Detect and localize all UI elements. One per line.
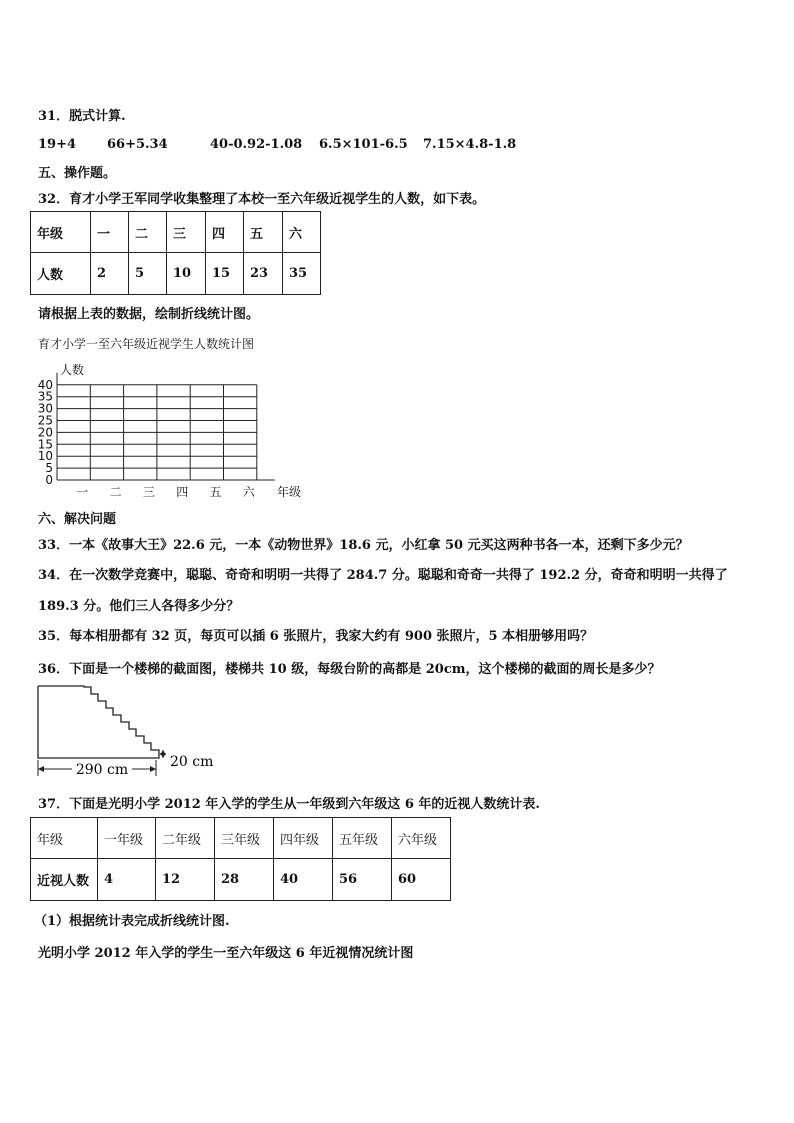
q32-count-cell: 10 [167,253,206,295]
q32-grade-cell: 一 [91,212,129,253]
chart-y-tick-label: 40 [37,377,53,392]
q37-count-cell: 60 [392,859,451,901]
section-6-heading: 六、解决问题 [38,512,117,527]
q31-expr-1: 19+4 [38,137,77,152]
q37-count-cell: 12 [156,859,215,901]
q31-expr-2: 66+5.34 [107,137,168,152]
q32-instruction: 请根据上表的数据，绘制折线统计图。 [38,307,260,322]
q32-count-cell: 35 [283,253,321,295]
stairs-outline [38,686,159,758]
chart-x-tick-label: 一 [76,485,89,499]
q37-row2-label: 近视人数 [31,859,98,901]
arrow-right-icon [150,766,156,772]
chart-y-tick-label: 15 [37,437,53,452]
chart-y-tick-label: 5 [45,461,53,476]
chart-x-tick-label: 六 [242,485,255,499]
q34-text-line1: 34．在一次数学竞赛中，聪聪、奇奇和明明一共得了 284.7 分。聪聪和奇奇一共得了 192.2 分，奇奇和明明一共得了 [38,568,728,583]
stairs-width-label: 290 cm [75,762,129,778]
chart-x-tick-label: 二 [109,485,122,499]
q31-expr-5: 7.15×4.8-1.8 [423,137,517,152]
section-5-heading: 五、操作题。 [38,166,117,181]
chart-y-tick-label: 30 [37,401,53,416]
q32-table [30,211,321,295]
q32-count-cell: 5 [129,253,167,295]
q32-chart-title: 育才小学一至六年级近视学生人数统计图 [38,337,255,351]
q37-row1-label: 年级 [31,818,98,859]
q32-grade-cell: 二 [129,212,167,253]
q32-line-chart[interactable] [30,358,320,503]
q33-text: 33．一本《故事大王》22.6 元，一本《动物世界》18.6 元，小红拿 50 元买这两种书各一本，还剩下多少元？ [38,538,689,553]
chart-x-tick-label: 五 [209,485,222,499]
chart-x-tick-label: 三 [142,485,155,499]
stairs-figure [32,682,222,782]
q32-grade-cell: 三 [167,212,206,253]
q32-count-cell: 2 [91,253,129,295]
q32-grade-cell: 五 [244,212,283,253]
q34-text-line2: 189.3 分。他们三人各得多少分？ [38,599,240,614]
q37-count-cell: 56 [333,859,392,901]
q36-text: 36．下面是一个楼梯的截面图，楼梯共 10 级，每级台阶的高都是 20cm，这个楼梯的截面的周长是多少？ [38,662,661,677]
chart-y-tick-label: 35 [37,389,53,404]
q32-count-cell: 23 [244,253,283,295]
q31-title: 31．脱式计算. [38,109,126,124]
q32-count-cell: 15 [206,253,244,295]
q31-expr-4: 6.5×101-6.5 [319,137,408,152]
chart-x-tick-label: 四 [176,485,189,499]
q37-grade-cell: 六年级 [392,818,451,859]
q35-text: 35．每本相册都有 32 页，每页可以插 6 张照片，我家大约有 900 张照片，5 本相册够用吗？ [38,629,594,644]
q32-row2-label: 人数 [31,253,91,295]
arrow-left-icon [38,766,44,772]
q37-title: 37．下面是光明小学 2012 年入学的学生从一年级到六年级这 6 年的近视人数统计表. [38,797,540,812]
q32-row1-label: 年级 [31,212,91,253]
q37-grade-cell: 三年级 [215,818,274,859]
q37-count-cell: 40 [274,859,333,901]
q31-expr-3: 40-0.92-1.08 [210,137,303,152]
chart-y-tick-label: 0 [45,473,53,487]
q37-table [30,817,451,901]
q37-grade-cell: 四年级 [274,818,333,859]
q37-sub1: （1）根据统计表完成折线统计图. [34,914,230,929]
chart-y-tick-label: 20 [37,425,53,440]
chart-y-axis-label: 人数 [60,363,85,377]
chart-y-tick-label: 25 [37,413,53,428]
q37-chart-title: 光明小学 2012 年入学的学生一至六年级这 6 年近视情况统计图 [38,946,414,961]
q37-grade-cell: 五年级 [333,818,392,859]
chart-x-axis-label: 年级 [277,485,302,499]
q32-grade-cell: 四 [206,212,244,253]
stairs-height-label: 20 cm [170,754,214,770]
q31-expressions [38,137,738,153]
q37-count-cell: 28 [215,859,274,901]
arrow-up-icon [160,750,166,755]
q32-grade-cell: 六 [283,212,321,253]
chart-y-tick-label: 10 [37,449,53,464]
q37-count-cell: 4 [98,859,156,901]
q32-title: 32．育才小学王军同学收集整理了本校一至六年级近视学生的人数，如下表。 [38,192,486,207]
q37-grade-cell: 一年级 [98,818,156,859]
q37-grade-cell: 二年级 [156,818,215,859]
